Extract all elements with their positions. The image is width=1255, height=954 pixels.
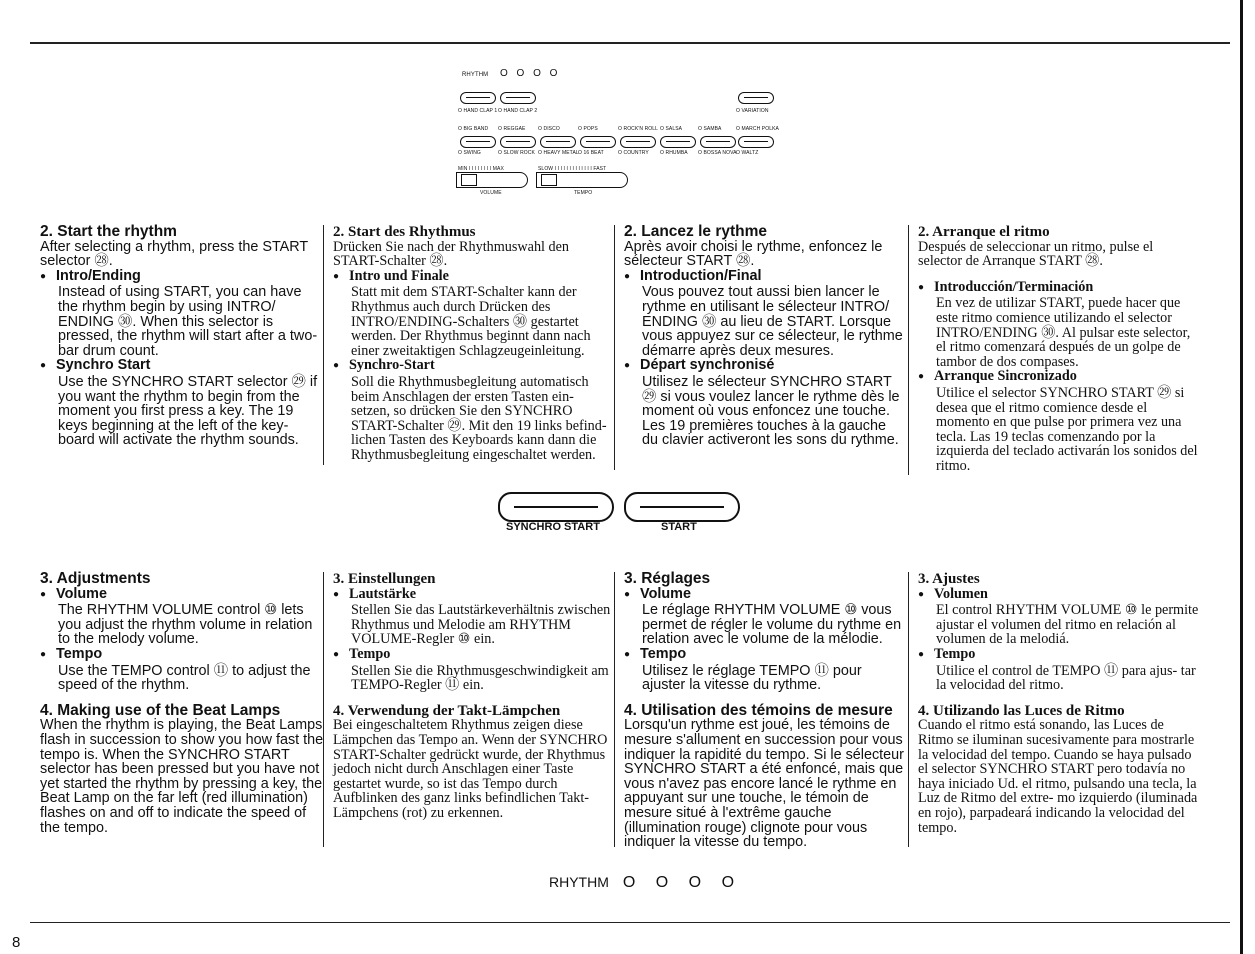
hand-clap-2-button[interactable]: [500, 92, 536, 104]
synchro-start-button[interactable]: [498, 492, 614, 522]
en-section-adjust: [40, 572, 325, 835]
fr-intro-heading: ● Introduction/Final: [624, 269, 904, 286]
start-button[interactable]: [624, 492, 740, 522]
rhythm-panel-diagram: [440, 62, 820, 202]
de-beat-lamps-text: Bei eingeschaltetem Rhythmus zeigen diese Lämpchen das Tempo an. Wenn der SYNCHRO START-Schalter gedrückt wurde, der Rhythmus jedoch nicht durch Anschlagen einer Taste gestartet wurde, so ist das Tempo durch Aufblinken des ganz links befindlichen Takt-Lämpchens (rot) zu erkennen.: [333, 717, 608, 821]
en-synchro-text: Use the SYNCHRO START selector ㉙ if you want the rhythm to begin from the moment you first press a key. The 19 keys beginning at the left of the key- board will activate the rhythm sounds.: [58, 373, 318, 449]
de-volume-heading: ● Lautstärke: [333, 587, 613, 604]
de-intro-heading: ● Intro und Finale: [333, 269, 613, 286]
de-section-adjust: [333, 572, 613, 821]
en-start-title: 2. Start the rhythm: [40, 223, 177, 240]
tempo-label: TEMPO: [574, 190, 593, 196]
row2-label-5: O ROCK'N ROLL: [618, 126, 659, 132]
rhythm-button-3[interactable]: [540, 136, 576, 148]
tempo-scale: SLOW I I I I I I I I I I I I I FAST: [538, 166, 607, 172]
es-volume-heading: ● Volumen: [918, 587, 1200, 604]
fr-beat-lamps-title: 4. Utilisation des témoins de mesure: [624, 701, 893, 719]
row3-label-3: O HEAVY METAL: [538, 150, 579, 156]
row3-label-1: O SWING: [458, 150, 481, 156]
de-synchro-heading: ● Synchro-Start: [333, 358, 613, 375]
footer-beat-lamps: O O O O: [622, 874, 743, 891]
row1-label-2: O HAND CLAP 2: [498, 108, 538, 114]
page-number: 8: [12, 934, 21, 951]
fr-beat-lamps-text: Lorsqu'un rythme est joué, les témoins de mesure s'allument en succession pour vous indiquer la rapidité du tempo. Si le sélecteur SYNCHRO START a été enfoncé, mais que vous n'avez pas encore lancé le rythme en appuyant sur une touche, le témoin de mesure situé à l'extrême gauche (illumination rouge) clignote pour vous indiquer la vitesse du tempo.: [624, 717, 904, 851]
row2-label-1: O BIG BAND: [458, 126, 489, 132]
fr-volume-heading: ● Volume: [624, 587, 904, 604]
volume-label: VOLUME: [480, 190, 502, 196]
en-synchro-heading: ● Synchro Start: [40, 358, 325, 375]
column-divider: [908, 225, 909, 475]
row1-label-3: O VARIATION: [736, 108, 769, 114]
fr-tempo-heading: ● Tempo: [624, 647, 904, 664]
de-intro-text: Statt mit dem START-Schalter kann der Rhythmus auch durch Drücken des INTRO/ENDING-Schalters ㉚ gestartet werden. Der Rhythmus beginnt dann nach einer zweitaktigen Schlagzeugeinleitung.: [351, 284, 591, 359]
bottom-rule: [30, 922, 1230, 923]
rhythm-button-6[interactable]: [660, 136, 696, 148]
fr-section-adjust: [624, 572, 904, 850]
fr-tempo-text: Utilisez le réglage TEMPO ⑪ pour ajuster la vitesse du rythme.: [642, 662, 862, 694]
es-tempo-text: Utilice el control de TEMPO ⑪ para ajus- tar la velocidad del ritmo.: [936, 662, 1196, 694]
row2-label-6: O SALSA: [660, 126, 683, 132]
rhythm-button-1[interactable]: [460, 136, 496, 148]
hand-clap-1-button[interactable]: [460, 92, 496, 104]
fr-synchro-text: Utilisez le sélecteur SYNCHRO START ㉙ si vous voulez lancer le rythme dès le moment où vous enfoncez une touche. Les 19 premières touches à la gauche du clavier activeront les sons du rythme.: [642, 373, 900, 449]
de-beat-lamps-title: 4. Verwendung der Takt-Lämpchen: [333, 702, 561, 719]
synchro-start-label: SYNCHRO START: [506, 521, 600, 533]
fr-intro-text: Vous pouvez tout aussi bien lancer le rythme en utilisant le sélecteur INTRO/ ENDING ㉚ au lieu de START. Lorsque vous appuyez sur ce sélecteur, le rythme démarre après deux mesures.: [642, 284, 903, 359]
de-tempo-text: Stellen Sie die Rhythmusgeschwindigkeit am TEMPO-Regler ⑪ ein.: [351, 662, 609, 694]
row3-label-8: O WALTZ: [736, 150, 759, 156]
tempo-slider[interactable]: [536, 172, 628, 188]
row1-label-1: O HAND CLAP 1: [458, 108, 498, 114]
en-volume-heading: ● Volume: [40, 587, 325, 604]
row3-label-4: O 16 BEAT: [578, 150, 604, 156]
row3-label-2: O SLOW ROCK: [498, 150, 535, 156]
variation-button[interactable]: [738, 92, 774, 104]
start-label: START: [661, 521, 697, 533]
footer-rhythm-label: RHYTHM: [549, 874, 609, 890]
en-intro-ending-heading: ● Intro/Ending: [40, 269, 325, 286]
row2-label-7: O SAMBA: [698, 126, 722, 132]
column-divider: [614, 572, 615, 847]
es-start-intro: Después de seleccionar un ritmo, pulse el selector de Arranque START ㉘.: [918, 238, 1154, 270]
column-divider: [323, 572, 324, 847]
fr-volume-text: Le réglage RHYTHM VOLUME ⑩ vous permet de régler le volume du rythme en relation avec le volume de la mélodie.: [642, 602, 902, 648]
row2-label-2: O REGGAE: [498, 126, 526, 132]
es-beat-lamps-text: Cuando el ritmo está sonando, las Luces de Ritmo se iluminan sucesivamente para mostrarle la velocidad del tempo. Cuando se haya pulsado el selector SYNCHRO START pero todavía no haya iniciado Ud. el ritmo, pulsando una tecla, la Luz de Ritmo del extre- mo izquierdo (iluminada en rojo), parpadeará indicando la velocidad del tempo.: [918, 717, 1198, 836]
fr-section-start: [624, 225, 904, 448]
row2-label-3: O DISCO: [538, 126, 560, 132]
de-adjust-title: 3. Einstellungen: [333, 571, 436, 587]
de-volume-text: Stellen Sie das Lautstärkeverhältnis zwischen Rhythmus und Melodie am RHYTHM VOLUME-Regler ⑩ ein.: [351, 602, 611, 648]
rhythm-button-4[interactable]: [580, 136, 616, 148]
es-synchro-heading: ● Arranque Sincronizado: [918, 369, 1200, 386]
es-tempo-heading: ● Tempo: [918, 647, 1200, 664]
en-volume-text: The RHYTHM VOLUME control ⑩ lets you adjust the rhythm volume in relation to the melody volume.: [58, 602, 313, 648]
page-edge: [1240, 0, 1243, 954]
rhythm-button-8[interactable]: [738, 136, 774, 148]
es-intro-heading: ● Introducción/Terminación: [918, 280, 1200, 297]
en-adjust-title: 3. Adjustments: [40, 570, 151, 587]
fr-adjust-title: 3. Réglages: [624, 570, 711, 587]
column-divider: [614, 225, 615, 470]
row3-label-7: O BOSSA NOVA: [698, 150, 737, 156]
panel-rhythm-label: RHYTHM: [462, 72, 489, 78]
en-intro-ending-text: Instead of using START, you can have the rhythm begin by using INTRO/ ENDING ㉚. When this selector is pressed, the rhythm will start after a two-bar drum count.: [58, 284, 318, 359]
es-intro-text: En vez de utilizar START, puede hacer que este ritmo comience utilizando el selector INTRO/ENDING ㉚. Al pulsar este selector, el ritmo comenzará después de un golpe de tambor de dos compases.: [936, 295, 1191, 370]
es-start-title: 2. Arranque el ritmo: [918, 224, 1050, 240]
rhythm-button-5[interactable]: [620, 136, 656, 148]
de-tempo-heading: ● Tempo: [333, 647, 613, 664]
en-start-intro: After selecting a rhythm, press the START selector ㉘.: [40, 238, 308, 270]
tempo-knob[interactable]: [541, 174, 557, 186]
de-synchro-text: Soll die Rhythmusbegleitung automatisch beim Anschlagen der ersten Tasten ein- setzen, so drücken Sie den SYNCHRO START-Schalter ㉙. Mit den 19 links befind- lichen Tasten des Keyboards kann dann die Rhythmusbegleitung eingeschaltet werden.: [351, 373, 607, 463]
fr-start-intro: Après avoir choisi le rythme, enfoncez le sélecteur START ㉘.: [624, 238, 883, 270]
es-volume-text: El control RHYTHM VOLUME ⑩ le permite ajustar el volumen del ritmo en relación al volumen de la melodiá.: [936, 602, 1199, 648]
en-beat-lamps-text: When the rhythm is playing, the Beat Lamps flash in succession to show you how fast the tempo is. When the SYNCHRO START selector has been pressed but you have not yet started the rhythm by pressing a key, the Beat Lamp on the far left (red illumination) flashes on and off to indicate the speed of the tempo.: [40, 717, 324, 836]
es-synchro-text: Utilice el selector SYNCHRO START ㉙ si desea que el ritmo comience desde el momento en que pulse por primera vez una tecla. Las 19 teclas comenzando por la izquierda del teclado activarán los sonidos del ritmo.: [936, 384, 1198, 474]
en-tempo-text: Use the TEMPO control ⑪ to adjust the speed of the rhythm.: [58, 662, 311, 694]
en-tempo-heading: ● Tempo: [40, 647, 325, 664]
volume-scale: MIN I I I I I I I I MAX: [458, 166, 504, 172]
volume-knob[interactable]: [461, 174, 477, 186]
column-divider: [908, 572, 909, 847]
panel-beat-lamps: O O O O: [500, 68, 561, 79]
es-adjust-title: 3. Ajustes: [918, 571, 980, 587]
de-section-start: [333, 225, 613, 463]
column-divider: [323, 225, 324, 465]
rhythm-button-7[interactable]: [700, 136, 736, 148]
de-start-intro: Drücken Sie nach der Rhythmuswahl den START-Schalter ㉘.: [333, 238, 570, 270]
row3-label-5: O COUNTRY: [618, 150, 649, 156]
row2-label-8: O MARCH POLKA: [736, 126, 779, 132]
rhythm-button-2[interactable]: [500, 136, 536, 148]
footer-rhythm-lamps: [549, 874, 742, 892]
es-section-adjust: [918, 572, 1200, 835]
de-start-title: 2. Start des Rhythmus: [333, 224, 476, 240]
row3-label-6: O RHUMBA: [660, 150, 688, 156]
fr-start-title: 2. Lancez le rythme: [624, 223, 768, 240]
row2-label-4: O POPS: [578, 126, 598, 132]
en-beat-lamps-title: 4. Making use of the Beat Lamps: [40, 701, 281, 719]
en-section-start: [40, 225, 325, 448]
volume-slider[interactable]: [456, 172, 528, 188]
top-rule: [30, 42, 1230, 44]
es-section-start: [918, 225, 1200, 474]
fr-synchro-heading: ● Départ synchronisé: [624, 358, 904, 375]
es-beat-lamps-title: 4. Utilizando las Luces de Ritmo: [918, 702, 1125, 719]
